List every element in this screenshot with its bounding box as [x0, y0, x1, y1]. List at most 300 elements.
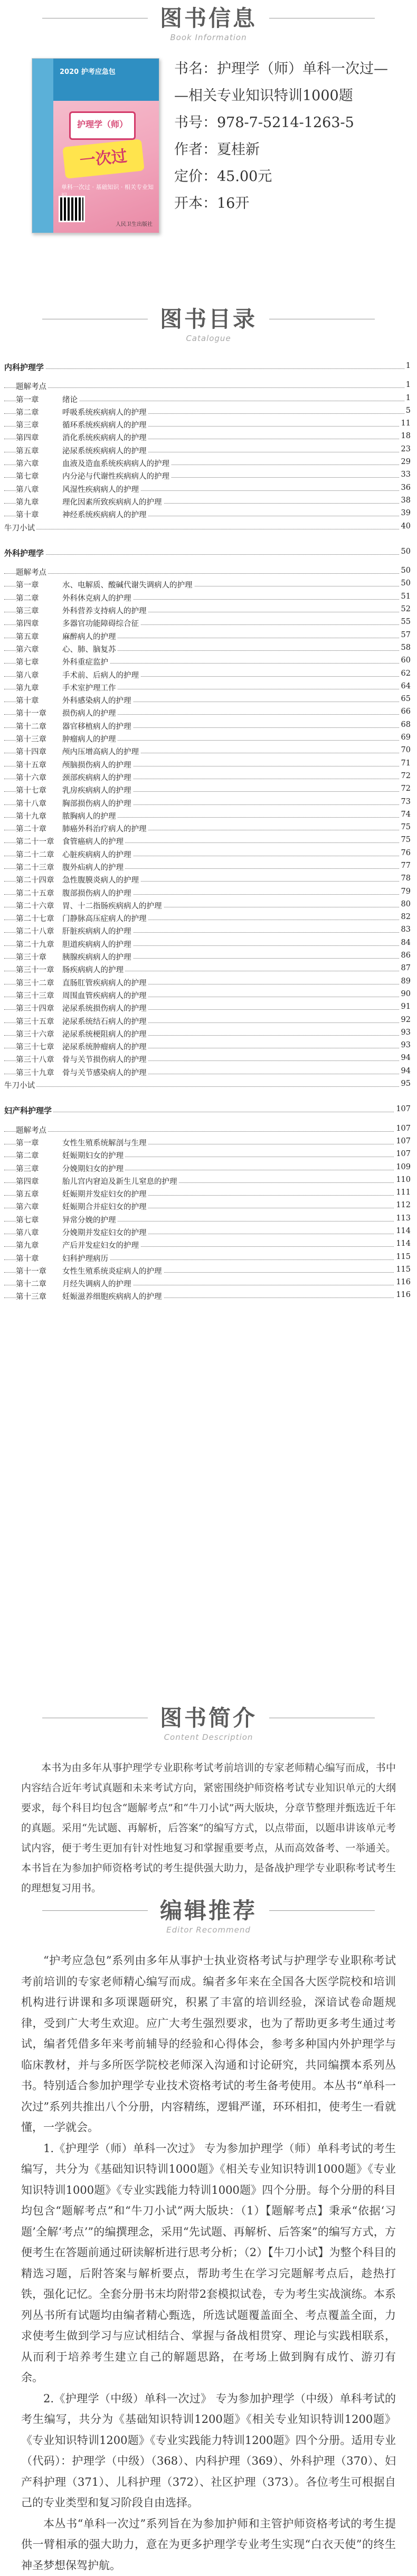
- toc-entry-title: [16, 458, 171, 469]
- page-number: 36: [400, 484, 411, 492]
- toc-chapter: [0, 823, 417, 836]
- chapter-number: 第五章: [16, 631, 62, 642]
- toc-chapter: [0, 951, 417, 964]
- page-number: 114: [394, 1239, 411, 1248]
- chapter-number: 第三十五章: [16, 1016, 62, 1027]
- toc-entry-title: [16, 1028, 148, 1039]
- toc-chapter: [0, 1137, 417, 1150]
- toc-chapter: [0, 874, 417, 887]
- chapter-number: 第十二章: [16, 1278, 62, 1289]
- chapter-number: 第三十三章: [16, 990, 62, 1001]
- toc-practice: [0, 522, 417, 535]
- cover-subline: 单科一次过 · 基础知识 · 相关专业知: [61, 183, 159, 200]
- page-number: 29: [400, 458, 411, 466]
- chapter-number: 第二十一章: [16, 836, 62, 847]
- page-number: 1: [404, 362, 411, 370]
- leader-dots: [4, 1086, 411, 1087]
- toc-entry-title: [16, 695, 133, 706]
- chapter-number: 第二章: [16, 1150, 62, 1161]
- toc-chapter: [0, 964, 417, 977]
- toc-key-points: [0, 381, 417, 393]
- chapter-title: 分娩期妇女的护理: [62, 1165, 124, 1173]
- toc-entry-title: [16, 592, 133, 603]
- chapter-title: 异常分娩的护理: [62, 1216, 116, 1225]
- toc-chapter: [0, 1067, 417, 1079]
- chapter-number: 第五章: [16, 445, 62, 456]
- page-number: 109: [394, 1163, 411, 1171]
- toc-entry-title: [16, 669, 140, 680]
- toc-entry-title: [16, 406, 148, 418]
- page-number: 116: [394, 1291, 411, 1299]
- toc-entry-title: [16, 951, 133, 962]
- toc-chapter: [0, 810, 417, 823]
- page-number: 62: [400, 669, 411, 678]
- page-number: 18: [400, 432, 411, 440]
- chapter-title: 血液及造血系统疾病病人的护理: [62, 460, 169, 468]
- chapter-title: 胆道疾病病人的护理: [62, 941, 131, 949]
- toc-chapter: [0, 925, 417, 938]
- chapter-number: 第八章: [16, 669, 62, 680]
- toc-entry-title: 妇产科护理学: [4, 1105, 53, 1116]
- chapter-title: 骨与关节损伤病人的护理: [62, 1056, 147, 1064]
- page-number: 66: [400, 707, 411, 716]
- cover-top-strip: [53, 59, 159, 101]
- section-subtitle: Content Description: [0, 1732, 417, 1742]
- chapter-title: 泌尿系统肿瘤病人的护理: [62, 1043, 147, 1052]
- chapter-number: 第七章: [16, 470, 62, 481]
- page-number: 115: [394, 1253, 411, 1261]
- chapter-number: 第四章: [16, 618, 62, 629]
- section-subtitle: Editor Recommend: [0, 1925, 417, 1935]
- book-isbn: 书号：978-7-5214-1263-5: [174, 109, 406, 136]
- book-info-fields: [174, 55, 406, 217]
- page-number: 93: [400, 1028, 411, 1037]
- recommend-text: [21, 1950, 396, 2576]
- leader-dots: [4, 368, 411, 369]
- page-number: 1: [404, 394, 411, 402]
- chapter-number: 第二十三章: [16, 861, 62, 873]
- recommend-paragraph: 2.《护理学（中级）单科一次过》 专为参加护理学（中级）单科考试的考生编写，共分为《基础知识特训1200题》《相关专业知识特训1200题》《专业知识特训1200题》《专业实践能力特训1200题》四个分册。适用专业（代码）：护理学（中级）（368）、内科护理（369）、外科护理（370）、妇产科护理（371）、儿科护理（372）、社区护理（373）。各位考生可根据自己的专业类型和复习阶段自由选择。: [21, 2389, 396, 2514]
- chapter-number: 第三十章: [16, 951, 62, 962]
- toc-chapter: [0, 784, 417, 797]
- chapter-title: 胰腺疾病病人的护理: [62, 953, 131, 962]
- toc-chapter: [0, 1227, 417, 1239]
- chapter-title: 骨与关节感染病人的护理: [62, 1069, 147, 1077]
- chapter-number: 第三十九章: [16, 1067, 62, 1078]
- page-number: 107: [394, 1137, 411, 1145]
- toc-chapter: [0, 1002, 417, 1015]
- toc-chapter: [0, 721, 417, 733]
- chapter-title: 脓胸病人的护理: [62, 812, 116, 821]
- toc-chapter: [0, 772, 417, 784]
- page-number: 83: [400, 925, 411, 934]
- toc-chapter: [0, 592, 417, 605]
- section-subtitle: Book Information: [0, 33, 417, 42]
- toc-chapter: [0, 1176, 417, 1188]
- toc-chapter: [0, 695, 417, 707]
- page-number: 111: [394, 1188, 411, 1197]
- toc-chapter: [0, 1163, 417, 1176]
- page-number: 65: [400, 695, 411, 703]
- chapter-number: 第六章: [16, 643, 62, 655]
- toc-entry-title: [16, 470, 171, 481]
- chapter-number: 第四章: [16, 432, 62, 443]
- chapter-title: 泌尿系统损伤病人的护理: [62, 1005, 147, 1013]
- toc-entry-title: 题解考点: [16, 566, 48, 577]
- chapter-number: 第六章: [16, 458, 62, 469]
- chapter-title: 泌尿系统梗阻病人的护理: [62, 1030, 147, 1039]
- divider: [269, 1910, 375, 1911]
- chapter-title: 月经失调病人的护理: [62, 1280, 131, 1289]
- toc-entry-title: [16, 484, 140, 495]
- chapter-number: 第三章: [16, 605, 62, 616]
- toc-entry-title: [16, 1188, 148, 1199]
- toc-entry-title: [16, 772, 133, 783]
- chapter-title: 周围血管疾病病人的护理: [62, 992, 147, 1000]
- chapter-number: 第二章: [16, 592, 62, 603]
- page-number: 107: [394, 1124, 411, 1133]
- chapter-title: 肺癌外科治疗病人的护理: [62, 825, 147, 834]
- spacer: [0, 1310, 417, 1317]
- toc-entry-title: [16, 496, 164, 507]
- toc-entry-title: [16, 394, 79, 405]
- toc-chapter: [0, 849, 417, 861]
- toc-chapter: [0, 1016, 417, 1028]
- chapter-title: 产后并发症妇女的护理: [62, 1242, 139, 1250]
- toc-chapter: [0, 1150, 417, 1162]
- toc-chapter: [0, 1253, 417, 1265]
- chapter-number: 第七章: [16, 1214, 62, 1225]
- toc-entry-title: [16, 925, 133, 936]
- chapter-number: 第十章: [16, 1253, 62, 1264]
- toc-entry-title: [16, 759, 133, 770]
- chapter-number: 第十八章: [16, 798, 62, 809]
- toc-chapter: [0, 1239, 417, 1252]
- chapter-number: 第十三章: [16, 733, 62, 744]
- divider: [42, 1910, 148, 1911]
- description-header: [0, 1705, 417, 1742]
- book-title-line-1: 书名：护理学（师）单科一次过—: [174, 55, 406, 82]
- page-number: 82: [400, 913, 411, 921]
- chapter-title: 颅内压增高病人的护理: [62, 748, 139, 756]
- toc-chapter: [0, 394, 417, 406]
- page-number: 23: [400, 445, 411, 453]
- page-number: 68: [400, 721, 411, 729]
- page-number: 74: [400, 810, 411, 819]
- toc-entry-title: [16, 874, 140, 885]
- toc-chapter: [0, 1214, 417, 1227]
- qr-code-icon: [59, 196, 85, 222]
- page-number: 1: [404, 381, 411, 389]
- chapter-title: 外科感染病人的护理: [62, 697, 131, 705]
- toc-entry-title: [16, 900, 164, 911]
- toc-chapter: [0, 631, 417, 643]
- toc-entry-title: 外科护理学: [4, 547, 45, 558]
- page-number: 69: [400, 733, 411, 742]
- page-number: 40: [400, 522, 411, 531]
- chapter-number: 第二十五章: [16, 887, 62, 898]
- chapter-title: 妊娠滋养细胞疾病病人的护理: [62, 1293, 162, 1301]
- chapter-title: 理化因素所致疾病病人的护理: [62, 498, 162, 507]
- toc-entry-title: [16, 509, 148, 520]
- toc-key-points: [0, 1124, 417, 1137]
- chapter-title: 乳房疾病病人的护理: [62, 787, 131, 795]
- page-number: 79: [400, 887, 411, 896]
- leader-dots: [4, 1131, 411, 1132]
- chapter-title: 妊娠期合并症妇女的护理: [62, 1203, 147, 1211]
- chapter-number: 第十六章: [16, 772, 62, 783]
- chapter-number: 第十七章: [16, 784, 62, 795]
- toc-chapter: [0, 746, 417, 759]
- chapter-title: 水、电解质、酸碱代谢失调病人的护理: [62, 581, 193, 590]
- section-subtitle: Catalogue: [0, 334, 417, 343]
- chapter-number: 第十一章: [16, 1265, 62, 1276]
- chapter-title: 呼吸系统疾病病人的护理: [62, 409, 147, 417]
- page-number: 87: [400, 964, 411, 972]
- cover-stripe: [32, 59, 53, 233]
- page-number: 76: [400, 849, 411, 857]
- toc-part-heading: [0, 547, 417, 560]
- toc-chapter: [0, 733, 417, 746]
- toc-entry-title: [16, 887, 133, 898]
- book-author: 作者：夏桂新: [174, 136, 406, 163]
- chapter-number: 第八章: [16, 1227, 62, 1238]
- chapter-title: 多器官功能障碍综合征: [62, 620, 139, 628]
- toc-chapter: [0, 484, 417, 496]
- cover-publisher: 人民卫生出版社: [116, 220, 153, 228]
- chapter-title: 门静脉高压症病人的护理: [62, 915, 147, 923]
- cover-brand: 2020 护考应急包: [60, 66, 116, 76]
- recommend-paragraph: “护考应急包”系列由多年从事护士执业资格考试与护理学专业职称考试考前培训的专家老师精心编写而成。编者多年来在全国各大医学院校和培训机构进行讲课和多项课题研究，积累了丰富的培训经验，深谙试卷命题规律，受到广大考生欢迎。应广大考生强烈要求，也为了帮助更多考生通过考试，编者凭借多年来考前辅导的经验和心得体会，参考多种国内外护理学与临床教材，并与多所医学院校老师深入沟通和讨论研究，共同编撰本系列丛书。特别适合参加护理学专业技术资格考试的考生备考使用。本丛书“单科一次过”系列共推出八个分册，内容精练，逻辑严谨，环环相扣，使考生一看就懂，一学就会。: [21, 1950, 396, 2138]
- toc-chapter: [0, 579, 417, 592]
- chapter-title: 内分泌与代谢性疾病病人的护理: [62, 472, 169, 481]
- toc-entry-title: 题解考点: [16, 1124, 48, 1135]
- chapter-title: 心、肺、脑复苏: [62, 646, 116, 654]
- chapter-number: 第一章: [16, 394, 62, 405]
- page-number: 52: [400, 605, 411, 613]
- toc-entry-title: [16, 861, 125, 873]
- chapter-number: 第二十九章: [16, 939, 62, 950]
- toc-practice: [0, 1079, 417, 1092]
- chapter-number: 第五章: [16, 1188, 62, 1199]
- chapter-number: 第一章: [16, 579, 62, 590]
- chapter-title: 腹外疝病人的护理: [62, 864, 124, 872]
- toc-entry-title: [16, 1278, 133, 1289]
- toc-entry-title: [16, 849, 133, 860]
- toc-entry-title: [16, 579, 194, 590]
- toc-chapter: [0, 496, 417, 509]
- chapter-number: 第三十四章: [16, 1002, 62, 1014]
- page-number: 51: [400, 592, 411, 601]
- toc-entry-title: [16, 445, 148, 456]
- toc-chapter: [0, 669, 417, 682]
- page-number: 113: [394, 1214, 411, 1223]
- toc-entry-title: [16, 631, 118, 642]
- toc-part-heading: [0, 362, 417, 374]
- chapter-title: 女性生殖系统炎症病人的护理: [62, 1267, 162, 1276]
- chapter-number: 第十四章: [16, 746, 62, 757]
- recommend-paragraph: 1.《护理学（师）单科一次过》 专为参加护理学（师）单科考试的考生编写，共分为《基础知识特训1000题》《相关专业知识特训1000题》《专业知识特训1000题》《专业实践能力特训1000题》四个分册。每个分册的科目均包含“题解考点”和“牛刀小试”两大版块：（1）【题解考点】秉承“依据‘习题’全解‘考点’”的编撰理念，采用“先试题、再解析、后答案”的编写方式，方便考生在答题前通过研读解析进行思考分析；（2）【牛刀小试】为整个科目的精选习题，后附答案与解析要点，帮助考生在学习完题解考点后，趁热打铁，强化记忆。全套分册书末均附带2套模拟试卷，专为考生实战演练。本系列丛书所有试题均由编者精心甄选，所选试题覆盖面全、考点覆盖全面，力求使考生做到学习与应试相结合、掌握与备战相贯穿、理论与实践相联系，从而利于培养考生建立自己的解题思路，在考场上做到胸有成竹、游刃有余。: [21, 2138, 396, 2389]
- chapter-title: 风湿性疾病病人的护理: [62, 486, 139, 494]
- page-number: 107: [394, 1150, 411, 1158]
- page-number: 86: [400, 951, 411, 960]
- chapter-title: 泌尿系统疾病病人的护理: [62, 447, 147, 456]
- chapter-number: 第三章: [16, 419, 62, 430]
- chapter-title: 颈部疾病病人的护理: [62, 774, 131, 782]
- chapter-title: 泌尿系统结石病人的护理: [62, 1018, 147, 1026]
- page-number: 73: [400, 798, 411, 806]
- page-number: 114: [394, 1227, 411, 1235]
- chapter-number: 第十二章: [16, 721, 62, 732]
- table-of-contents: [0, 362, 417, 1317]
- toc-entry-title: [16, 643, 118, 655]
- toc-chapter: [0, 759, 417, 772]
- spacer: [0, 1092, 417, 1098]
- spacer: [0, 374, 417, 381]
- toc-part-heading: [0, 1105, 417, 1117]
- toc-chapter: [0, 861, 417, 874]
- toc-entry-title: [16, 1201, 148, 1212]
- toc-entry-title: [16, 823, 148, 834]
- page-number: 89: [400, 977, 411, 986]
- toc-entry-title: [16, 1265, 164, 1276]
- chapter-number: 第二十七章: [16, 913, 62, 924]
- toc-chapter: [0, 643, 417, 656]
- toc-entry-title: [16, 1002, 148, 1014]
- page-number: 50: [400, 579, 411, 588]
- chapter-number: 第二十六章: [16, 900, 62, 911]
- leader-dots: [4, 554, 411, 555]
- chapter-title: 手术室护理工作: [62, 684, 116, 693]
- chapter-number: 第十章: [16, 695, 62, 706]
- toc-chapter: [0, 707, 417, 720]
- chapter-number: 第十一章: [16, 707, 62, 718]
- toc-entry-title: [16, 1291, 164, 1302]
- chapter-title: 分娩期并发症妇女的护理: [62, 1229, 147, 1237]
- page-number: 50: [400, 547, 411, 556]
- page-number: 75: [400, 836, 411, 844]
- page-number: 107: [394, 1105, 411, 1113]
- toc-chapter: [0, 1188, 417, 1201]
- page-number: 95: [400, 1079, 411, 1088]
- chapter-number: 第二十四章: [16, 874, 62, 885]
- chapter-title: 胃、十二指肠疾病病人的护理: [62, 902, 162, 911]
- chapter-title: 绪论: [62, 396, 78, 404]
- toc-chapter: [0, 1201, 417, 1214]
- book-cover-image: [32, 58, 159, 233]
- cover-big-title: 一次过: [62, 139, 144, 178]
- toc-entry-title: 题解考点: [16, 381, 48, 392]
- chapter-title: 手术前、后病人的护理: [62, 671, 139, 680]
- toc-entry-title: [16, 656, 110, 667]
- chapter-title: 肝脏疾病病人的护理: [62, 927, 131, 936]
- toc-chapter: [0, 913, 417, 925]
- chapter-number: 第三章: [16, 1163, 62, 1174]
- toc-entry-title: [16, 682, 118, 693]
- page-number: 57: [400, 631, 411, 639]
- chapter-number: 第十三章: [16, 1291, 62, 1302]
- toc-chapter: [0, 900, 417, 913]
- chapter-number: 第三十二章: [16, 977, 62, 988]
- toc-entry-title: [16, 1227, 148, 1238]
- page-number: 33: [400, 470, 411, 479]
- toc-chapter: [0, 605, 417, 618]
- chapter-title: 外科休克病人的护理: [62, 594, 131, 603]
- chapter-number: 第三十六章: [16, 1028, 62, 1039]
- page-number: 72: [400, 772, 411, 780]
- chapter-number: 第二十八章: [16, 925, 62, 936]
- leader-dots: [4, 387, 411, 388]
- section-title: 图书简介: [0, 1705, 417, 1731]
- toc-entry-title: [16, 913, 148, 924]
- spacer: [0, 1118, 417, 1124]
- chapter-number: 第十九章: [16, 810, 62, 821]
- toc-chapter: [0, 939, 417, 951]
- toc-chapter: [0, 445, 417, 458]
- toc-entry-title: [16, 798, 133, 809]
- chapter-title: 急性腹膜炎病人的护理: [62, 876, 139, 885]
- section-title: 图书信息: [0, 5, 417, 32]
- chapter-title: 循环系统疾病病人的护理: [62, 421, 147, 430]
- catalogue-header: [0, 306, 417, 343]
- toc-entry-title: [16, 1137, 148, 1148]
- toc-chapter: [0, 618, 417, 630]
- toc-chapter: [0, 682, 417, 695]
- toc-chapter: [0, 419, 417, 432]
- page-number: 38: [400, 496, 411, 505]
- chapter-title: 肿瘤病人的护理: [62, 735, 116, 744]
- toc-entry-title: 牛刀小试: [4, 1079, 36, 1091]
- section-title: 图书目录: [0, 306, 417, 333]
- chapter-number: 第六章: [16, 1201, 62, 1212]
- chapter-number: 第八章: [16, 484, 62, 495]
- toc-entry-title: [16, 1150, 125, 1161]
- page-number: 55: [400, 618, 411, 626]
- toc-entry-title: [16, 746, 140, 757]
- toc-chapter: [0, 1028, 417, 1041]
- toc-entry-title: [16, 1067, 148, 1078]
- toc-chapter: [0, 887, 417, 900]
- chapter-title: 神经系统疾病病人的护理: [62, 511, 147, 519]
- page-number: 80: [400, 900, 411, 908]
- spacer: [0, 1098, 417, 1105]
- toc-chapter: [0, 977, 417, 990]
- toc-chapter: [0, 836, 417, 848]
- chapter-title: 器官移植病人的护理: [62, 723, 131, 731]
- page-number: 78: [400, 874, 411, 883]
- toc-entry-title: [16, 836, 125, 847]
- cover-badge: 护理学（师）: [69, 111, 136, 140]
- page-number: 93: [400, 1041, 411, 1049]
- toc-chapter: [0, 470, 417, 483]
- recommend-paragraph: 本丛书“单科一次过”系列旨在为参加护师和主管护师资格考试的考生提供一臂相承的强大助力，意在为更多护理学专业考生实现“白衣天使”的终生神圣梦想保驾护航。: [21, 2514, 396, 2576]
- spacer: [0, 541, 417, 547]
- toc-chapter: [0, 1291, 417, 1303]
- toc-entry-title: [16, 964, 125, 975]
- chapter-number: 第二章: [16, 406, 62, 418]
- chapter-title: 外科重症监护: [62, 658, 108, 667]
- toc-entry-title: 内科护理学: [4, 362, 45, 373]
- spacer: [0, 560, 417, 566]
- toc-entry-title: [16, 707, 118, 718]
- page-number: 5: [404, 406, 411, 415]
- page-number: 94: [400, 1054, 411, 1062]
- chapter-title: 妇科护理病历: [62, 1255, 108, 1263]
- toc-entry-title: [16, 733, 118, 744]
- toc-entry-title: [16, 1253, 110, 1264]
- chapter-title: 外科营养支持病人的护理: [62, 607, 147, 615]
- page-number: 94: [400, 1067, 411, 1075]
